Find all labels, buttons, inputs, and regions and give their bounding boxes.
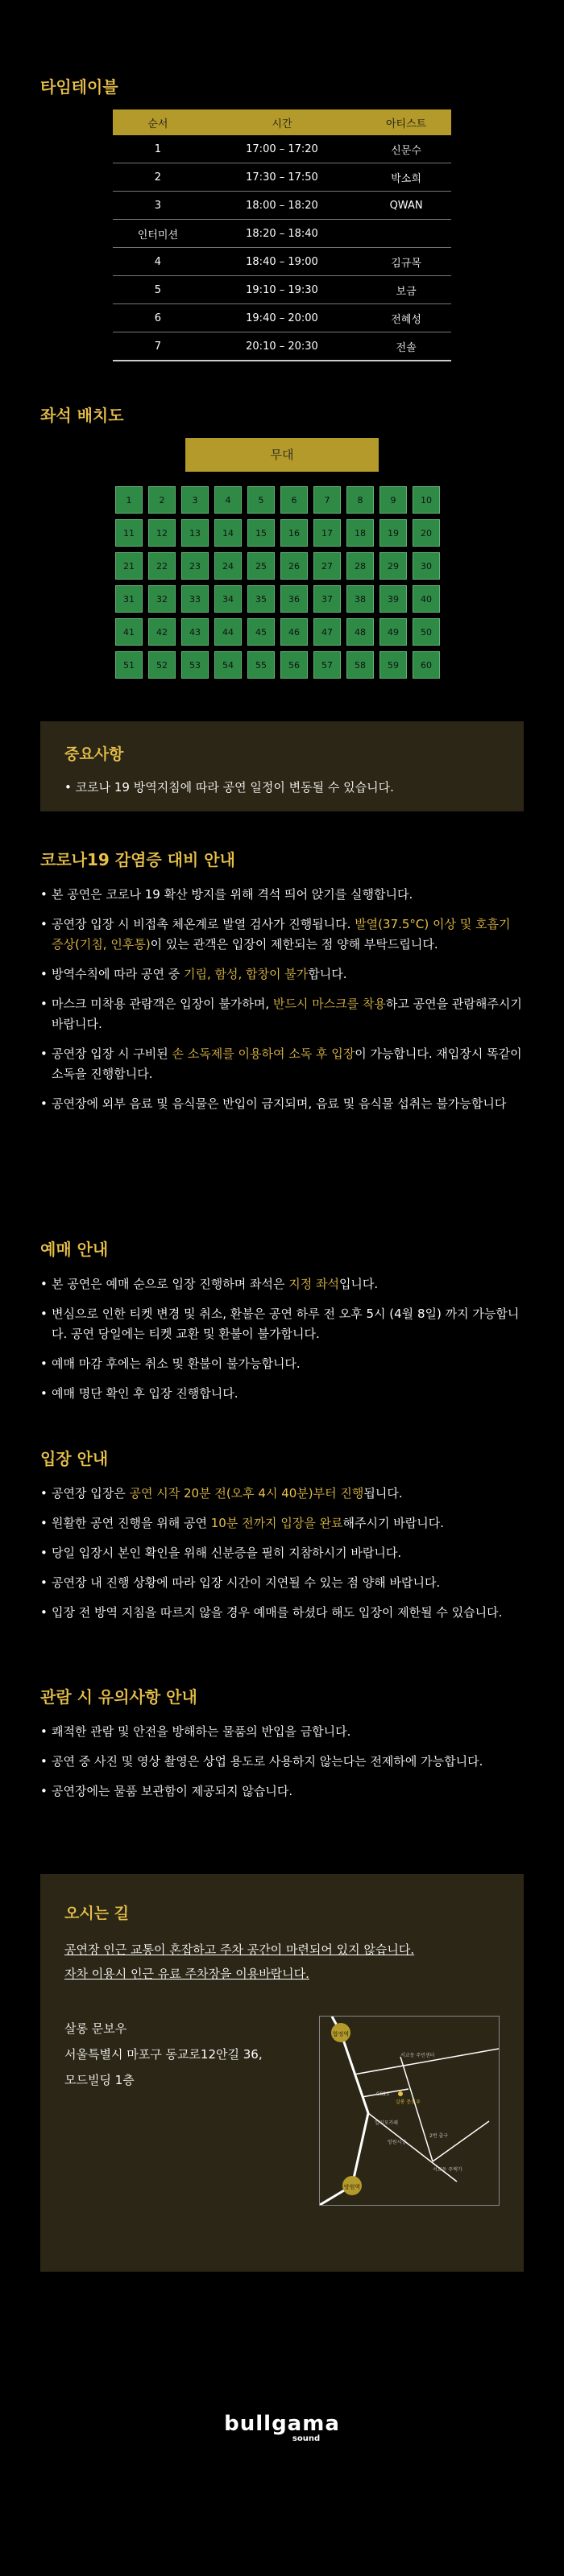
- seat: 53: [181, 651, 209, 679]
- entry-list-item: [40, 1543, 524, 1563]
- seat: 11: [115, 519, 143, 547]
- entry-item-pre: 원활한 공연 진행을 위해 공연: [52, 1516, 211, 1530]
- timetable-header-cell: 아티스트: [361, 109, 451, 135]
- seat: 15: [247, 519, 275, 547]
- address-line-2: 모드빌딩 1층: [64, 2073, 135, 2087]
- timetable-cell: 7: [113, 332, 203, 361]
- map-label-venue: 살롱 문보우: [396, 2099, 421, 2105]
- reservation-list-item: [40, 1274, 524, 1294]
- seat: 44: [214, 618, 242, 646]
- important-notice-panel: [40, 721, 524, 811]
- covid-list: [40, 885, 524, 1114]
- timetable-cell: 신문수: [361, 135, 451, 163]
- seat: 12: [148, 519, 176, 547]
- caution-list-item: [40, 1752, 524, 1772]
- caution-list: [40, 1722, 524, 1802]
- map-road-main: [341, 2033, 368, 2186]
- directions-title: 오시는 길: [64, 1905, 130, 1922]
- timetable-cell: 17:30 – 17:50: [203, 163, 361, 192]
- seat: 35: [247, 585, 275, 613]
- timetable-title: 타임테이블: [40, 77, 118, 97]
- seat: 59: [379, 651, 407, 679]
- notice-title: 중요사항: [64, 745, 124, 763]
- reservation-item-post: 입니다.: [338, 1277, 379, 1291]
- map-road-3: [400, 2057, 433, 2161]
- reservation-list-item: [40, 1304, 524, 1344]
- seat: 37: [313, 585, 341, 613]
- timetable-cell: 전솔: [361, 332, 451, 361]
- timetable-row: [113, 304, 451, 332]
- map-road-5: [433, 2121, 489, 2161]
- timetable-cell: 19:40 – 20:00: [203, 304, 361, 332]
- covid-item-pre: 본 공연은 코로나 19 확산 방지를 위해 격석 띄어 앉기를 실행합니다.: [52, 887, 413, 902]
- directions-line-2: 자차 이용시 인근 유료 주차장을 이용바랍니다.: [64, 1967, 309, 1981]
- timetable-cell: 보금: [361, 276, 451, 304]
- seat: 27: [313, 552, 341, 580]
- entry-list-item: [40, 1603, 524, 1623]
- covid-item-pre: 공연장 입장 시 구비된: [52, 1046, 172, 1061]
- covid-section: [40, 847, 524, 1124]
- covid-item-post: 하고 공연을 관람해주시기 바랍니다.: [52, 997, 522, 1031]
- seat: 19: [379, 519, 407, 547]
- timetable-cell: 박소희: [361, 163, 451, 192]
- seat: 49: [379, 618, 407, 646]
- seat: 46: [280, 618, 308, 646]
- bullgama-logo: [0, 2412, 564, 2443]
- seat: 29: [379, 552, 407, 580]
- map-venue-pin: [398, 2091, 403, 2096]
- timetable-cell: QWAN: [361, 192, 451, 220]
- seat: 34: [214, 585, 242, 613]
- timetable-cell: 18:40 – 19:00: [203, 248, 361, 276]
- seat: 51: [115, 651, 143, 679]
- timetable-row: [113, 163, 451, 192]
- entry-item-pre: 입장 전 방역 지침을 따르지 않을 경우 예매를 하셨다 해도 입장이 제한될 수 있습니다.: [52, 1605, 503, 1620]
- timetable-table: [113, 109, 451, 361]
- seat: 47: [313, 618, 341, 646]
- seat: 60: [413, 651, 440, 679]
- seat: 10: [413, 486, 440, 514]
- entry-list-item: [40, 1573, 524, 1593]
- entry-item-pre: 당일 입장시 본인 확인을 위해 신분증을 필히 지참하시기 바랍니다.: [52, 1546, 402, 1560]
- entry-item-post: 됩니다.: [363, 1486, 403, 1501]
- entry-item-post: 해주시기 바랍니다.: [342, 1516, 445, 1530]
- timetable-cell: 6: [113, 304, 203, 332]
- entry-list-item: [40, 1513, 524, 1534]
- timetable-cell: 17:00 – 17:20: [203, 135, 361, 163]
- covid-list-item: [40, 914, 524, 955]
- covid-item-pre: 방역수칙에 따라 공연 중: [52, 967, 184, 981]
- caution-item-pre: 공연장에는 물품 보관함이 제공되지 않습니다.: [52, 1784, 293, 1798]
- seat: 21: [115, 552, 143, 580]
- seat: 48: [346, 618, 374, 646]
- timetable-row: [113, 192, 451, 220]
- entry-list: [40, 1484, 524, 1623]
- reservation-list-item: [40, 1354, 524, 1374]
- timetable-row: [113, 220, 451, 248]
- seat: 28: [346, 552, 374, 580]
- covid-item-hl: 기립, 함성, 합창이 불가: [183, 967, 309, 981]
- seat: 14: [214, 519, 242, 547]
- seat: 32: [148, 585, 176, 613]
- map-label-2f: 2번 출구: [429, 2133, 449, 2139]
- reservation-title: 예매 안내: [40, 1240, 109, 1259]
- map-label-market: 망원시장: [388, 2140, 407, 2145]
- seat: 58: [346, 651, 374, 679]
- timetable-cell: 19:10 – 19:30: [203, 276, 361, 304]
- timetable-cell: 18:20 – 18:40: [203, 220, 361, 248]
- timetable-cell: 20:10 – 20:30: [203, 332, 361, 361]
- timetable-row: [113, 276, 451, 304]
- reservation-section: [40, 1236, 524, 1414]
- stage-label: 무대: [185, 438, 379, 472]
- entry-item-pre: 공연장 입장은: [52, 1486, 130, 1501]
- covid-item-post: 이 있는 관객은 입장이 제한되는 점 양해 부탁드립니다.: [150, 937, 438, 952]
- covid-item-hl: 반드시 마스크를 착용: [272, 997, 386, 1011]
- covid-item-post: 이 가능합니다. 재입장시 똑같이 소독을 진행합니다.: [52, 1046, 522, 1081]
- seat: 25: [247, 552, 275, 580]
- covid-list-item: [40, 885, 524, 905]
- reservation-list-item: [40, 1384, 524, 1404]
- seat-grid: [115, 486, 449, 679]
- timetable-row: [113, 135, 451, 163]
- timetable-cell: 인터미션: [113, 220, 203, 248]
- map-label-school: 서교동 주민센터: [400, 2053, 435, 2058]
- seat: 40: [413, 585, 440, 613]
- caution-title: 관람 시 유의사항 안내: [40, 1687, 197, 1707]
- seat: 9: [379, 486, 407, 514]
- seat: 50: [413, 618, 440, 646]
- logo-sub: sound: [292, 2434, 321, 2443]
- timetable-cell: 5: [113, 276, 203, 304]
- seat: 54: [214, 651, 242, 679]
- timetable-cell: 18:00 – 18:20: [203, 192, 361, 220]
- map-label-gs: GS25: [376, 2091, 390, 2097]
- seat: 8: [346, 486, 374, 514]
- seat: 57: [313, 651, 341, 679]
- entry-item-hl: 10분 전까지 입장을 완료: [210, 1516, 343, 1530]
- map-top-station-label: 합정역: [332, 2031, 350, 2037]
- timetable-cell: 4: [113, 248, 203, 276]
- timetable-header-cell: 순서: [113, 109, 203, 135]
- timetable-cell: 1: [113, 135, 203, 163]
- covid-title: 코로나19 감염증 대비 안내: [40, 850, 235, 869]
- seat: 24: [214, 552, 242, 580]
- seat: 41: [115, 618, 143, 646]
- covid-item-pre: 공연장에 외부 음료 및 음식물은 반입이 금지되며, 음료 및 음식물 섭취는 불가능합니다: [52, 1096, 507, 1111]
- caution-item-pre: 쾌적한 관람 및 안전을 방해하는 물품의 반입을 금합니다.: [52, 1724, 351, 1739]
- seat: 33: [181, 585, 209, 613]
- reservation-item-pre: 본 공연은 예매 순으로 입장 진행하며 좌석은: [52, 1277, 289, 1291]
- seat: 42: [148, 618, 176, 646]
- map-label-street: 서교동 주택가: [433, 2167, 462, 2173]
- map-bottom-station-label: 망원역: [343, 2184, 361, 2190]
- seat: 13: [181, 519, 209, 547]
- venue-name: 살롱 문보우: [64, 2021, 127, 2036]
- caution-list-item: [40, 1722, 524, 1742]
- seat: 1: [115, 486, 143, 514]
- seat: 30: [413, 552, 440, 580]
- seat: 52: [148, 651, 176, 679]
- reservation-list: [40, 1274, 524, 1404]
- seat: 3: [181, 486, 209, 514]
- address-line-1: 서울특별시 마포구 동교로12안길 36,: [64, 2047, 263, 2062]
- seat: 2: [148, 486, 176, 514]
- covid-item-pre: 공연장 입장 시 비접촉 체온계로 발열 검사가 진행됩니다.: [52, 917, 355, 931]
- covid-list-item: [40, 1044, 524, 1084]
- entry-list-item: [40, 1484, 524, 1504]
- seat: 7: [313, 486, 341, 514]
- seat: 16: [280, 519, 308, 547]
- seat: 22: [148, 552, 176, 580]
- reservation-item-hl: 지정 좌석: [288, 1277, 339, 1291]
- directions-panel: [40, 1874, 524, 2272]
- seat: 39: [379, 585, 407, 613]
- seat: 56: [280, 651, 308, 679]
- reservation-item-pre: 예매 명단 확인 후 입장 진행합니다.: [52, 1386, 238, 1401]
- location-map: [319, 2016, 500, 2206]
- seating-title: 좌석 배치도: [40, 406, 124, 425]
- caution-section: [40, 1684, 524, 1811]
- covid-item-hl: 발열(37.5°C) 이상 및 호흡기 증상(기침, 인후통): [52, 917, 511, 952]
- timetable-cell: [361, 220, 451, 248]
- timetable-cell: 김규목: [361, 248, 451, 276]
- reservation-item-pre: 변심으로 인한 티켓 변경 및 취소, 환불은 공연 하루 전 오후 5시 (4월 8일) 까지 가능합니다. 공연 당일에는 티켓 교환 및 환불이 불가합니다.: [52, 1307, 520, 1341]
- entry-item-pre: 공연장 내 진행 상황에 따라 입장 시간이 지연될 수 있는 점 양해 바랍니다.: [52, 1575, 441, 1590]
- directions-line-1: 공연장 인근 교통이 혼잡하고 주차 공간이 마련되어 있지 않습니다.: [64, 1942, 415, 1957]
- caution-item-pre: 공연 중 사진 및 영상 촬영은 상업 용도로 사용하지 않는다는 전제하에 가능합니다.: [52, 1754, 483, 1769]
- seat: 43: [181, 618, 209, 646]
- timetable-header-cell: 시간: [203, 109, 361, 135]
- covid-item-pre: 마스크 미착용 관람객은 입장이 불가하며,: [52, 997, 273, 1011]
- notice-text: • 코로나 19 방역지침에 따라 공연 일정이 변동될 수 있습니다.: [64, 780, 394, 795]
- map-label-cafe: 일리모카페: [375, 2120, 398, 2126]
- seat: 31: [115, 585, 143, 613]
- reservation-item-pre: 예매 마감 후에는 취소 및 환불이 불가능합니다.: [52, 1356, 301, 1371]
- seat: 5: [247, 486, 275, 514]
- seat: 17: [313, 519, 341, 547]
- covid-item-hl: 손 소독제를 이용하여 소독 후 입장: [172, 1046, 355, 1061]
- seat: 4: [214, 486, 242, 514]
- seat: 45: [247, 618, 275, 646]
- covid-list-item: [40, 964, 524, 985]
- logo-text: bullgama: [224, 2412, 340, 2436]
- timetable-cell: 전혜성: [361, 304, 451, 332]
- venue-address: [64, 2016, 263, 2093]
- entry-section: [40, 1446, 524, 1633]
- seat: 38: [346, 585, 374, 613]
- covid-list-item: [40, 994, 524, 1034]
- seat: 18: [346, 519, 374, 547]
- covid-item-post: 합니다.: [308, 967, 347, 981]
- seat: 36: [280, 585, 308, 613]
- seat: 6: [280, 486, 308, 514]
- seat: 26: [280, 552, 308, 580]
- caution-list-item: [40, 1781, 524, 1802]
- seat: 23: [181, 552, 209, 580]
- timetable-row: [113, 332, 451, 361]
- covid-list-item: [40, 1094, 524, 1114]
- entry-title: 입장 안내: [40, 1449, 109, 1468]
- timetable-cell: 2: [113, 163, 203, 192]
- timetable-row: [113, 248, 451, 276]
- timetable-cell: 3: [113, 192, 203, 220]
- seat: 55: [247, 651, 275, 679]
- seat: 20: [413, 519, 440, 547]
- entry-item-hl: 공연 시작 20분 전(오후 4시 40분)부터 진행: [129, 1486, 364, 1501]
